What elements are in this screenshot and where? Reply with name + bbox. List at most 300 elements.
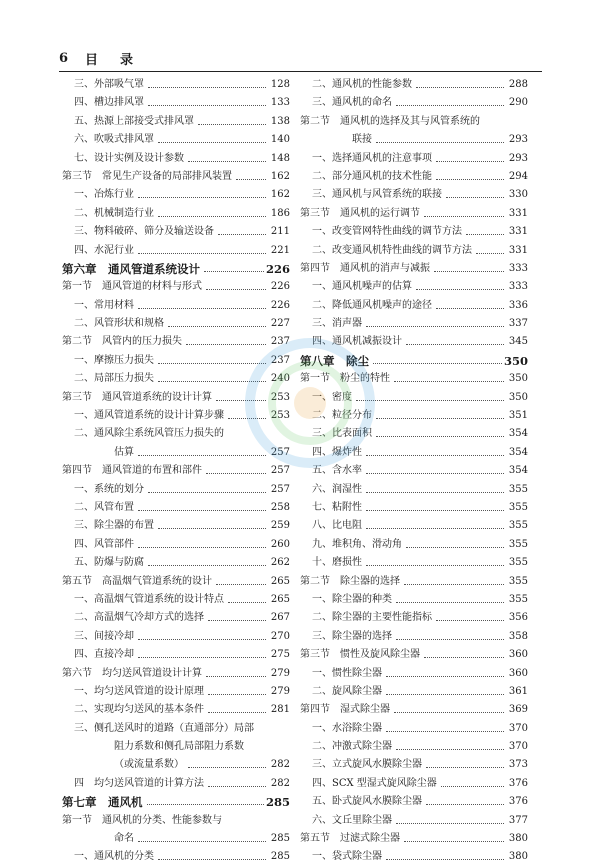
toc-entry-page: 370 xyxy=(507,738,528,756)
toc-entry-title: 第四节 通风机的消声与减振 xyxy=(300,262,430,274)
dot-leader xyxy=(436,620,504,621)
toc-entry xyxy=(300,481,526,499)
toc-entry xyxy=(300,242,526,260)
toc-entry-page: 377 xyxy=(507,812,528,830)
toc-entry-page: 226 xyxy=(269,297,290,315)
toc-entry-page: 354 xyxy=(507,444,528,462)
toc-entry xyxy=(300,609,526,627)
toc-entry-page: 148 xyxy=(269,150,290,168)
dot-leader xyxy=(138,841,266,842)
toc-entry-title: 一、选择通风机的注意事项 xyxy=(312,152,432,164)
toc-entry-page: 354 xyxy=(507,462,528,480)
dot-leader xyxy=(376,142,504,143)
dot-leader xyxy=(208,620,266,621)
dot-leader xyxy=(426,767,504,768)
toc-entry-title: 一、改变管网特性曲线的调节方法 xyxy=(312,226,462,238)
dot-leader xyxy=(148,565,266,566)
toc-entry-page: 361 xyxy=(507,683,528,701)
toc-entry-page: 257 xyxy=(269,481,290,499)
toc-section xyxy=(62,812,288,830)
dot-leader xyxy=(138,657,266,658)
toc-entry-title: 一、通风机噪声的估算 xyxy=(312,281,412,293)
toc-entry-title: 第七章 通风机 xyxy=(62,795,143,810)
toc-entry-title: 五、卧式旋风水膜除尘器 xyxy=(312,796,422,808)
toc-entry-page: 260 xyxy=(269,536,290,554)
dot-leader xyxy=(147,804,266,805)
toc-entry-page: 281 xyxy=(269,701,290,719)
toc-entry-title: 十、磨损性 xyxy=(312,557,362,569)
toc-entry xyxy=(62,756,288,774)
toc-entry-page: 253 xyxy=(269,389,290,407)
toc-entry-title: 第四节 湿式除尘器 xyxy=(300,704,390,716)
dot-leader xyxy=(436,308,504,309)
toc-entry-title: 五、含水率 xyxy=(312,465,362,477)
dot-leader xyxy=(396,639,504,640)
toc-entry xyxy=(62,628,288,646)
toc-entry xyxy=(62,646,288,664)
toc-section xyxy=(62,278,288,296)
dot-leader xyxy=(138,547,266,548)
dot-leader xyxy=(208,786,266,787)
toc-entry-title: 一、摩擦压力损失 xyxy=(74,354,154,366)
toc-entry-title: 二、粒径分布 xyxy=(312,410,372,422)
toc-entry-title: 三、比表面积 xyxy=(312,428,372,440)
toc-entry-title: 第三节 通风机的运行调节 xyxy=(300,207,420,219)
toc-entry-title: 三、消声器 xyxy=(312,318,362,330)
toc-entry-page: 285 xyxy=(269,830,290,848)
toc-entry xyxy=(62,205,288,223)
toc-entry-page: 350 xyxy=(507,389,528,407)
toc-entry-title: 第二节 通风机的选择及其与风管系统的 xyxy=(300,115,480,127)
dot-leader xyxy=(148,87,266,88)
toc-entry xyxy=(300,683,526,701)
dot-leader xyxy=(394,712,504,713)
toc-entry-title: 联接 xyxy=(352,134,372,146)
toc-entry xyxy=(300,223,526,241)
toc-entry xyxy=(62,554,288,572)
dot-leader xyxy=(148,492,266,493)
dot-leader xyxy=(138,197,266,198)
dot-leader xyxy=(441,786,504,787)
toc-entry xyxy=(62,591,288,609)
toc-entry xyxy=(300,554,526,572)
toc-entry xyxy=(62,186,288,204)
dot-leader xyxy=(158,216,266,217)
toc-entry-title: 四、槽边排风罩 xyxy=(74,97,144,109)
toc-entry xyxy=(300,76,526,94)
toc-entry-page: 237 xyxy=(269,333,290,351)
toc-entry xyxy=(62,481,288,499)
toc-section xyxy=(62,573,288,591)
toc-entry-page: 265 xyxy=(269,591,290,609)
toc-entry-title: 七、粘附性 xyxy=(312,501,362,513)
toc-entry xyxy=(62,499,288,517)
toc-entry-title: 三、侧孔送风时的道路（直通部分）局部 xyxy=(74,722,254,734)
toc-entry xyxy=(300,738,526,756)
dot-leader xyxy=(394,381,504,382)
toc-entry-page: 333 xyxy=(507,278,528,296)
toc-entry-title: 一、冶炼行业 xyxy=(74,189,134,201)
dot-leader xyxy=(204,271,266,272)
toc-entry-page: 293 xyxy=(507,150,528,168)
toc-entry xyxy=(300,278,526,296)
toc-entry-page: 333 xyxy=(507,260,528,278)
toc-entry-page: 226 xyxy=(264,260,290,278)
toc-entry xyxy=(62,76,288,94)
dot-leader xyxy=(366,565,504,566)
toc-entry-page: 262 xyxy=(269,554,290,572)
toc-entry-page: 373 xyxy=(507,756,528,774)
toc-entry-page: 355 xyxy=(507,554,528,572)
toc-entry-title: 一、惯性除尘器 xyxy=(312,667,382,679)
toc-entry-page: 337 xyxy=(507,315,528,333)
toc-entry-title: 三、通风机与风管系统的联接 xyxy=(312,189,442,201)
dot-leader xyxy=(446,197,504,198)
toc-entry xyxy=(300,628,526,646)
toc-entry xyxy=(300,517,526,535)
dot-leader xyxy=(366,528,504,529)
toc-entry xyxy=(62,848,288,866)
dot-leader xyxy=(208,694,266,695)
toc-entry-title: 第一节 粉尘的特性 xyxy=(300,373,390,385)
toc-entry-page: 290 xyxy=(507,94,528,112)
dot-leader xyxy=(206,676,266,677)
toc-entry-page: 360 xyxy=(507,646,528,664)
toc-entry-title: 第一节 通风机的分类、性能参数与 xyxy=(62,814,222,826)
dot-leader xyxy=(386,694,504,695)
toc-entry-title: 二、旋风除尘器 xyxy=(312,685,382,697)
toc-entry xyxy=(62,775,288,793)
toc-section xyxy=(62,168,288,186)
dot-leader xyxy=(386,859,504,860)
toc-entry xyxy=(62,830,288,848)
toc-entry-page: 345 xyxy=(507,333,528,351)
toc-entry-title: 一、常用材料 xyxy=(74,299,134,311)
toc-entry-page: 279 xyxy=(269,683,290,701)
toc-entry-page: 128 xyxy=(269,76,290,94)
dot-leader xyxy=(188,767,266,768)
dot-leader xyxy=(376,418,504,419)
toc-entry-page: 376 xyxy=(507,775,528,793)
dot-leader xyxy=(404,841,504,842)
toc-entry-title: 四、水泥行业 xyxy=(74,244,134,256)
dot-leader xyxy=(436,179,504,180)
dot-leader xyxy=(466,234,504,235)
dot-leader xyxy=(424,216,504,217)
toc-entry-title: 五、热源上部接受式排风罩 xyxy=(74,115,194,127)
dot-leader xyxy=(138,510,266,511)
toc-entry xyxy=(62,297,288,315)
toc-entry-title: 第四节 通风管道的布置和部件 xyxy=(62,465,202,477)
toc-entry-page: 257 xyxy=(269,444,290,462)
toc-entry-page: 355 xyxy=(507,481,528,499)
toc-entry-title: 二、部分通风机的技术性能 xyxy=(312,170,432,182)
toc-entry-title: 四、直接冷却 xyxy=(74,649,134,661)
toc-entry-page: 237 xyxy=(269,352,290,370)
toc-entry-title: 第五节 过滤式除尘器 xyxy=(300,833,400,845)
dot-leader xyxy=(376,436,504,437)
dot-leader xyxy=(406,547,504,548)
toc-entry-page: 226 xyxy=(269,278,290,296)
toc-entry-page: 259 xyxy=(269,517,290,535)
toc-entry-title: 一、通风机的分类 xyxy=(74,851,154,863)
dot-leader xyxy=(406,344,504,345)
dot-leader xyxy=(228,602,266,603)
toc-entry-title: 一、均匀送风管道的设计原理 xyxy=(74,685,204,697)
toc-entry-title: 第一节 通风管道的材料与形式 xyxy=(62,281,202,293)
dot-leader xyxy=(138,639,266,640)
toc-entry-page: 350 xyxy=(507,370,528,388)
toc-entry-title: 第三节 通风管道系统的设计计算 xyxy=(62,391,212,403)
dot-leader xyxy=(436,161,504,162)
toc-entry-title: 一、密度 xyxy=(312,391,352,403)
toc-entry-title: 估算 xyxy=(114,446,134,458)
dot-leader xyxy=(366,510,504,511)
dot-leader xyxy=(198,124,266,125)
toc-entry xyxy=(62,113,288,131)
toc-entry-title: 二、除尘器的主要性能指标 xyxy=(312,612,432,624)
toc-entry-title: （或流量系数） xyxy=(114,759,184,771)
toc-entry xyxy=(62,94,288,112)
dot-leader xyxy=(148,105,266,106)
toc-entry-title: 六、润湿性 xyxy=(312,483,362,495)
toc-entry-page: 257 xyxy=(269,462,290,480)
toc-entry-page: 221 xyxy=(269,242,290,260)
toc-entry-title: 二、实现均匀送风的基本条件 xyxy=(74,704,204,716)
toc-entry-page: 370 xyxy=(507,720,528,738)
toc-entry xyxy=(300,665,526,683)
toc-entry-title: 四、SCX 型湿式旋风除尘器 xyxy=(312,777,437,789)
toc-entry xyxy=(300,756,526,774)
toc-entry-page: 356 xyxy=(507,609,528,627)
toc-entry-title: 第六节 均匀送风管道设计计算 xyxy=(62,667,202,679)
toc-section xyxy=(300,573,526,591)
toc-entry-page: 336 xyxy=(507,297,528,315)
toc-entry xyxy=(300,775,526,793)
dot-leader xyxy=(396,749,504,750)
toc-section xyxy=(300,646,526,664)
toc-entry xyxy=(62,720,288,738)
toc-entry xyxy=(62,738,288,756)
dot-leader xyxy=(216,584,266,585)
toc-entry-page: 351 xyxy=(507,407,528,425)
toc-entry-title: 四、通风机减振设计 xyxy=(312,336,402,348)
toc-entry xyxy=(62,242,288,260)
page-header xyxy=(59,48,155,68)
toc-entry xyxy=(300,720,526,738)
toc-entry-title: 第六章 通风管道系统设计 xyxy=(62,261,200,276)
toc-entry xyxy=(62,131,288,149)
toc-entry xyxy=(300,131,526,149)
toc-entry-title: 第二节 除尘器的选择 xyxy=(300,575,400,587)
toc-entry-page: 162 xyxy=(269,168,290,186)
toc-entry-page: 293 xyxy=(507,131,528,149)
toc-entry-title: 三、间接冷却 xyxy=(74,630,134,642)
toc-entry xyxy=(62,701,288,719)
dot-leader xyxy=(158,859,266,860)
toc-entry xyxy=(300,168,526,186)
toc-entry-page: 162 xyxy=(269,186,290,204)
toc-entry-page: 138 xyxy=(269,113,290,131)
toc-entry-page: 186 xyxy=(269,205,290,223)
toc-entry-page: 275 xyxy=(269,646,290,664)
toc-section xyxy=(300,701,526,719)
toc-entry-title: 九、堆积角、滑动角 xyxy=(312,538,402,550)
toc-entry-page: 282 xyxy=(269,775,290,793)
toc-entry-title: 第三节 惯性及旋风除尘器 xyxy=(300,649,420,661)
toc-entry-page: 355 xyxy=(507,536,528,554)
toc-section xyxy=(62,665,288,683)
toc-entry-title: 第五节 高温烟气管道系统的设计 xyxy=(62,575,212,587)
toc-entry-title: 四 均匀送风管道的计算方法 xyxy=(74,777,204,789)
toc-entry-title: 第二节 风管内的压力损失 xyxy=(62,336,182,348)
dot-leader xyxy=(158,528,266,529)
dot-leader xyxy=(366,492,504,493)
dot-leader xyxy=(236,179,266,180)
toc-entry-page: 258 xyxy=(269,499,290,517)
toc-entry-title: 一、高温烟气管道系统的设计特点 xyxy=(74,593,224,605)
toc-entry-title: 八、比电阻 xyxy=(312,520,362,532)
toc-entry-title: 六、吹吸式排风罩 xyxy=(74,134,154,146)
dot-leader xyxy=(416,87,504,88)
toc-section xyxy=(300,205,526,223)
toc-entry xyxy=(62,223,288,241)
toc-entry xyxy=(62,150,288,168)
toc-entry-title: 二、改变通风机特性曲线的调节方法 xyxy=(312,244,472,256)
toc-entry-title: 第三节 常见生产设备的局部排风装置 xyxy=(62,170,232,182)
toc-entry-title: 一、水浴除尘器 xyxy=(312,722,382,734)
toc-entry xyxy=(300,812,526,830)
toc-entry-title: 一、除尘器的种类 xyxy=(312,593,392,605)
dot-leader xyxy=(386,676,504,677)
toc-entry-page: 253 xyxy=(269,407,290,425)
toc-chapter xyxy=(62,260,288,278)
dot-leader xyxy=(206,289,266,290)
toc-entry-page: 133 xyxy=(269,94,290,112)
toc-entry-page: 288 xyxy=(507,76,528,94)
toc-entry-page: 331 xyxy=(507,223,528,241)
toc-entry-title: 三、外部吸气罩 xyxy=(74,79,144,90)
toc-entry xyxy=(300,186,526,204)
toc-entry-page: 227 xyxy=(269,315,290,333)
toc-entry-page: 350 xyxy=(502,352,528,370)
toc-chapter xyxy=(62,793,288,811)
header-rule xyxy=(59,71,542,72)
toc-section xyxy=(300,113,526,131)
dot-leader xyxy=(396,823,504,824)
toc-entry-title: 三、物料破碎、筛分及输送设备 xyxy=(74,226,214,238)
toc-section xyxy=(300,260,526,278)
toc-entry-title: 命名 xyxy=(114,833,134,845)
toc-entry xyxy=(300,591,526,609)
toc-entry-title: 七、设计实例及设计参数 xyxy=(74,152,184,164)
toc-section xyxy=(300,830,526,848)
toc-entry-page: 331 xyxy=(507,242,528,260)
toc-entry-title: 二、风管形状和规格 xyxy=(74,318,164,330)
toc-entry-title: 阻力系数和侧孔局部阻力系数 xyxy=(114,741,244,753)
toc-entry-page: 355 xyxy=(507,499,528,517)
toc-entry-title: 第八章 除尘 xyxy=(300,353,369,368)
page-number: 6 xyxy=(59,50,69,66)
toc-entry-title: 二、冲激式除尘器 xyxy=(312,741,392,753)
dot-leader xyxy=(218,234,266,235)
dot-leader xyxy=(426,804,504,805)
dot-leader xyxy=(416,289,504,290)
toc-entry-page: 355 xyxy=(507,591,528,609)
toc-entry-title: 二、高温烟气冷却方式的选择 xyxy=(74,612,204,624)
toc-entry-title: 三、通风机的命名 xyxy=(312,97,392,109)
toc-entry-page: 355 xyxy=(507,517,528,535)
toc-entry xyxy=(300,499,526,517)
dot-leader xyxy=(424,657,504,658)
toc-entry-title: 一、袋式除尘器 xyxy=(312,851,382,863)
dot-leader xyxy=(188,161,266,162)
dot-leader xyxy=(396,602,504,603)
toc-entry xyxy=(62,609,288,627)
toc-entry xyxy=(62,683,288,701)
toc-entry-title: 二、风管布置 xyxy=(74,501,134,513)
dot-leader xyxy=(434,271,504,272)
toc-entry xyxy=(62,517,288,535)
toc-entry-page: 354 xyxy=(507,425,528,443)
toc-entry xyxy=(300,536,526,554)
dot-leader xyxy=(208,712,266,713)
toc-entry-page: 358 xyxy=(507,628,528,646)
toc-entry xyxy=(300,150,526,168)
toc-entry-title: 三、除尘器的选择 xyxy=(312,630,392,642)
toc-entry-title: 四、风管部件 xyxy=(74,538,134,550)
toc-entry xyxy=(62,536,288,554)
dot-leader xyxy=(386,731,504,732)
toc-entry xyxy=(300,848,526,866)
toc-entry-title: 二、降低通风机噪声的途径 xyxy=(312,299,432,311)
toc-entry-page: 376 xyxy=(507,793,528,811)
toc-entry xyxy=(300,94,526,112)
toc-entry-page: 380 xyxy=(507,848,528,866)
toc-entry-page: 240 xyxy=(269,370,290,388)
dot-leader xyxy=(404,584,504,585)
toc-entry-title: 二、机械制造行业 xyxy=(74,207,154,219)
toc-entry-page: 355 xyxy=(507,573,528,591)
toc-entry xyxy=(300,793,526,811)
toc-entry-title: 二、局部压力损失 xyxy=(74,373,154,385)
toc-entry-title: 六、文丘里除尘器 xyxy=(312,814,392,826)
toc-entry-page: 285 xyxy=(269,848,290,866)
toc-entry-page: 282 xyxy=(269,756,290,774)
dot-leader xyxy=(138,308,266,309)
toc-entry-title: 三、立式旋风水膜除尘器 xyxy=(312,759,422,771)
toc-entry-title: 四、爆炸性 xyxy=(312,446,362,458)
watermark-logo xyxy=(225,318,395,478)
toc-entry-page: 369 xyxy=(507,701,528,719)
toc-entry xyxy=(300,297,526,315)
toc-entry-title: 一、通风管道系统的设计计算步骤 xyxy=(74,410,224,422)
toc-entry-page: 211 xyxy=(269,223,290,241)
dot-leader xyxy=(476,253,504,254)
toc-entry-title: 一、系统的划分 xyxy=(74,483,144,495)
toc-entry-page: 360 xyxy=(507,665,528,683)
toc-entry-page: 279 xyxy=(269,665,290,683)
toc-entry-title: 五、防爆与防腐 xyxy=(74,557,144,569)
dot-leader xyxy=(158,142,266,143)
toc-entry-page: 380 xyxy=(507,830,528,848)
toc-entry-page: 267 xyxy=(269,609,290,627)
toc-entry-page: 285 xyxy=(264,793,290,811)
toc-entry-title: 二、通风除尘系统风管压力损失的 xyxy=(74,428,224,440)
toc-entry-page: 265 xyxy=(269,573,290,591)
toc-entry-page: 331 xyxy=(507,205,528,223)
toc-entry-page: 294 xyxy=(507,168,528,186)
